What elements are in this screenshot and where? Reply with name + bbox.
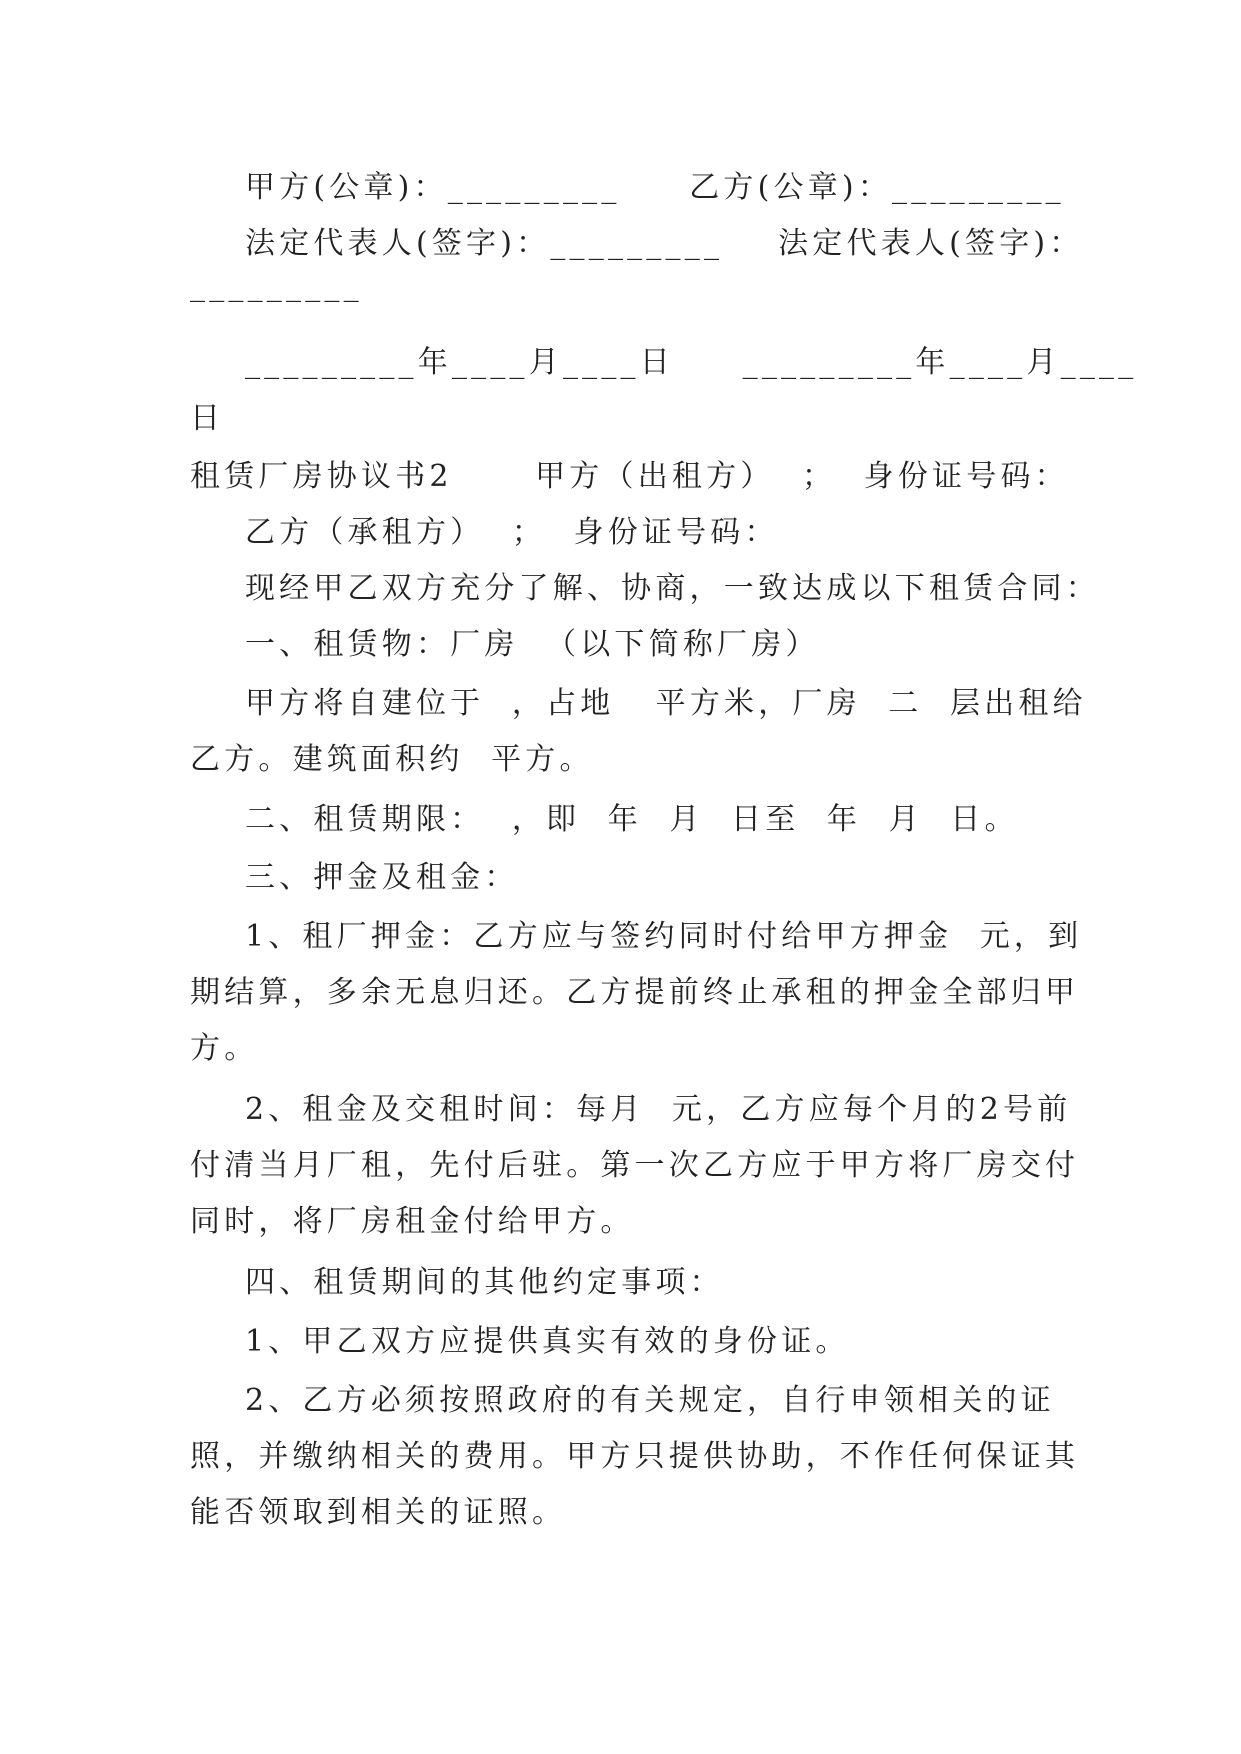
legal-representative-line: 法定代表人(签字)：_________ 法定代表人(签字)： (190, 226, 1084, 261)
section-2-heading: 二、租赁期限： ，即 年 月 日至 年 月 日。 (190, 802, 1019, 837)
section-1-paragraph-line-1: 甲方将自建位于 ，占地 平方米，厂房 二 层出租给 (190, 686, 1087, 721)
rent-clause-line-1: 2、租金及交租时间：每月 元，乙方应每个月的2号前 (190, 1092, 1072, 1127)
section-1-heading: 一、租赁物：厂房 （以下简称厂房） (190, 627, 820, 662)
date-line: _________年____月____日 _________年____月____ (190, 345, 1138, 380)
section-4-item-2-line-2: 照，并缴纳相关的费用。甲方只提供协助，不作任何保证其 (190, 1439, 1080, 1474)
section-3-heading: 三、押金及租金： (190, 860, 519, 895)
deposit-clause-line-3: 方。 (190, 1031, 259, 1066)
rent-clause-line-3: 同时，将厂房租金付给甲方。 (190, 1204, 635, 1239)
section-1-paragraph-line-2: 乙方。建筑面积约 平方。 (190, 742, 594, 777)
section-4-item-2-line-1: 2、乙方必须按照政府的有关规定，自行申领相关的证 (190, 1383, 1055, 1418)
section-4-item-1: 1、甲乙双方应提供真实有效的身份证。 (190, 1324, 850, 1359)
tenant-line: 乙方（承租方） ； 身份证号码： (190, 515, 779, 550)
preamble-paragraph: 现经甲乙双方充分了解、协商，一致达成以下租赁合同： (190, 571, 1100, 606)
section-4-item-2-line-3: 能否领取到相关的证照。 (190, 1495, 567, 1530)
legal-representative-blank: _________ (190, 268, 363, 303)
section-4-heading: 四、租赁期间的其他约定事项： (190, 1265, 724, 1300)
deposit-clause-line-1: 1、租厂押金：乙方应与签约同时付给甲方押金 元，到 (190, 919, 1083, 954)
rent-clause-line-2: 付清当月厂租，先付后驻。第一次乙方应于甲方将厂房交付 (190, 1148, 1080, 1183)
date-line-continued: 日 (190, 401, 225, 436)
signature-seal-line: 甲方(公章)：_________ 乙方(公章)：_________ (190, 170, 1065, 205)
deposit-clause-line-2: 期结算，多余无息归还。乙方提前终止承租的押金全部归甲 (190, 975, 1080, 1010)
agreement-title-line: 租赁厂房协议书2 甲方（出租方） ； 身份证号码： (190, 459, 1069, 494)
